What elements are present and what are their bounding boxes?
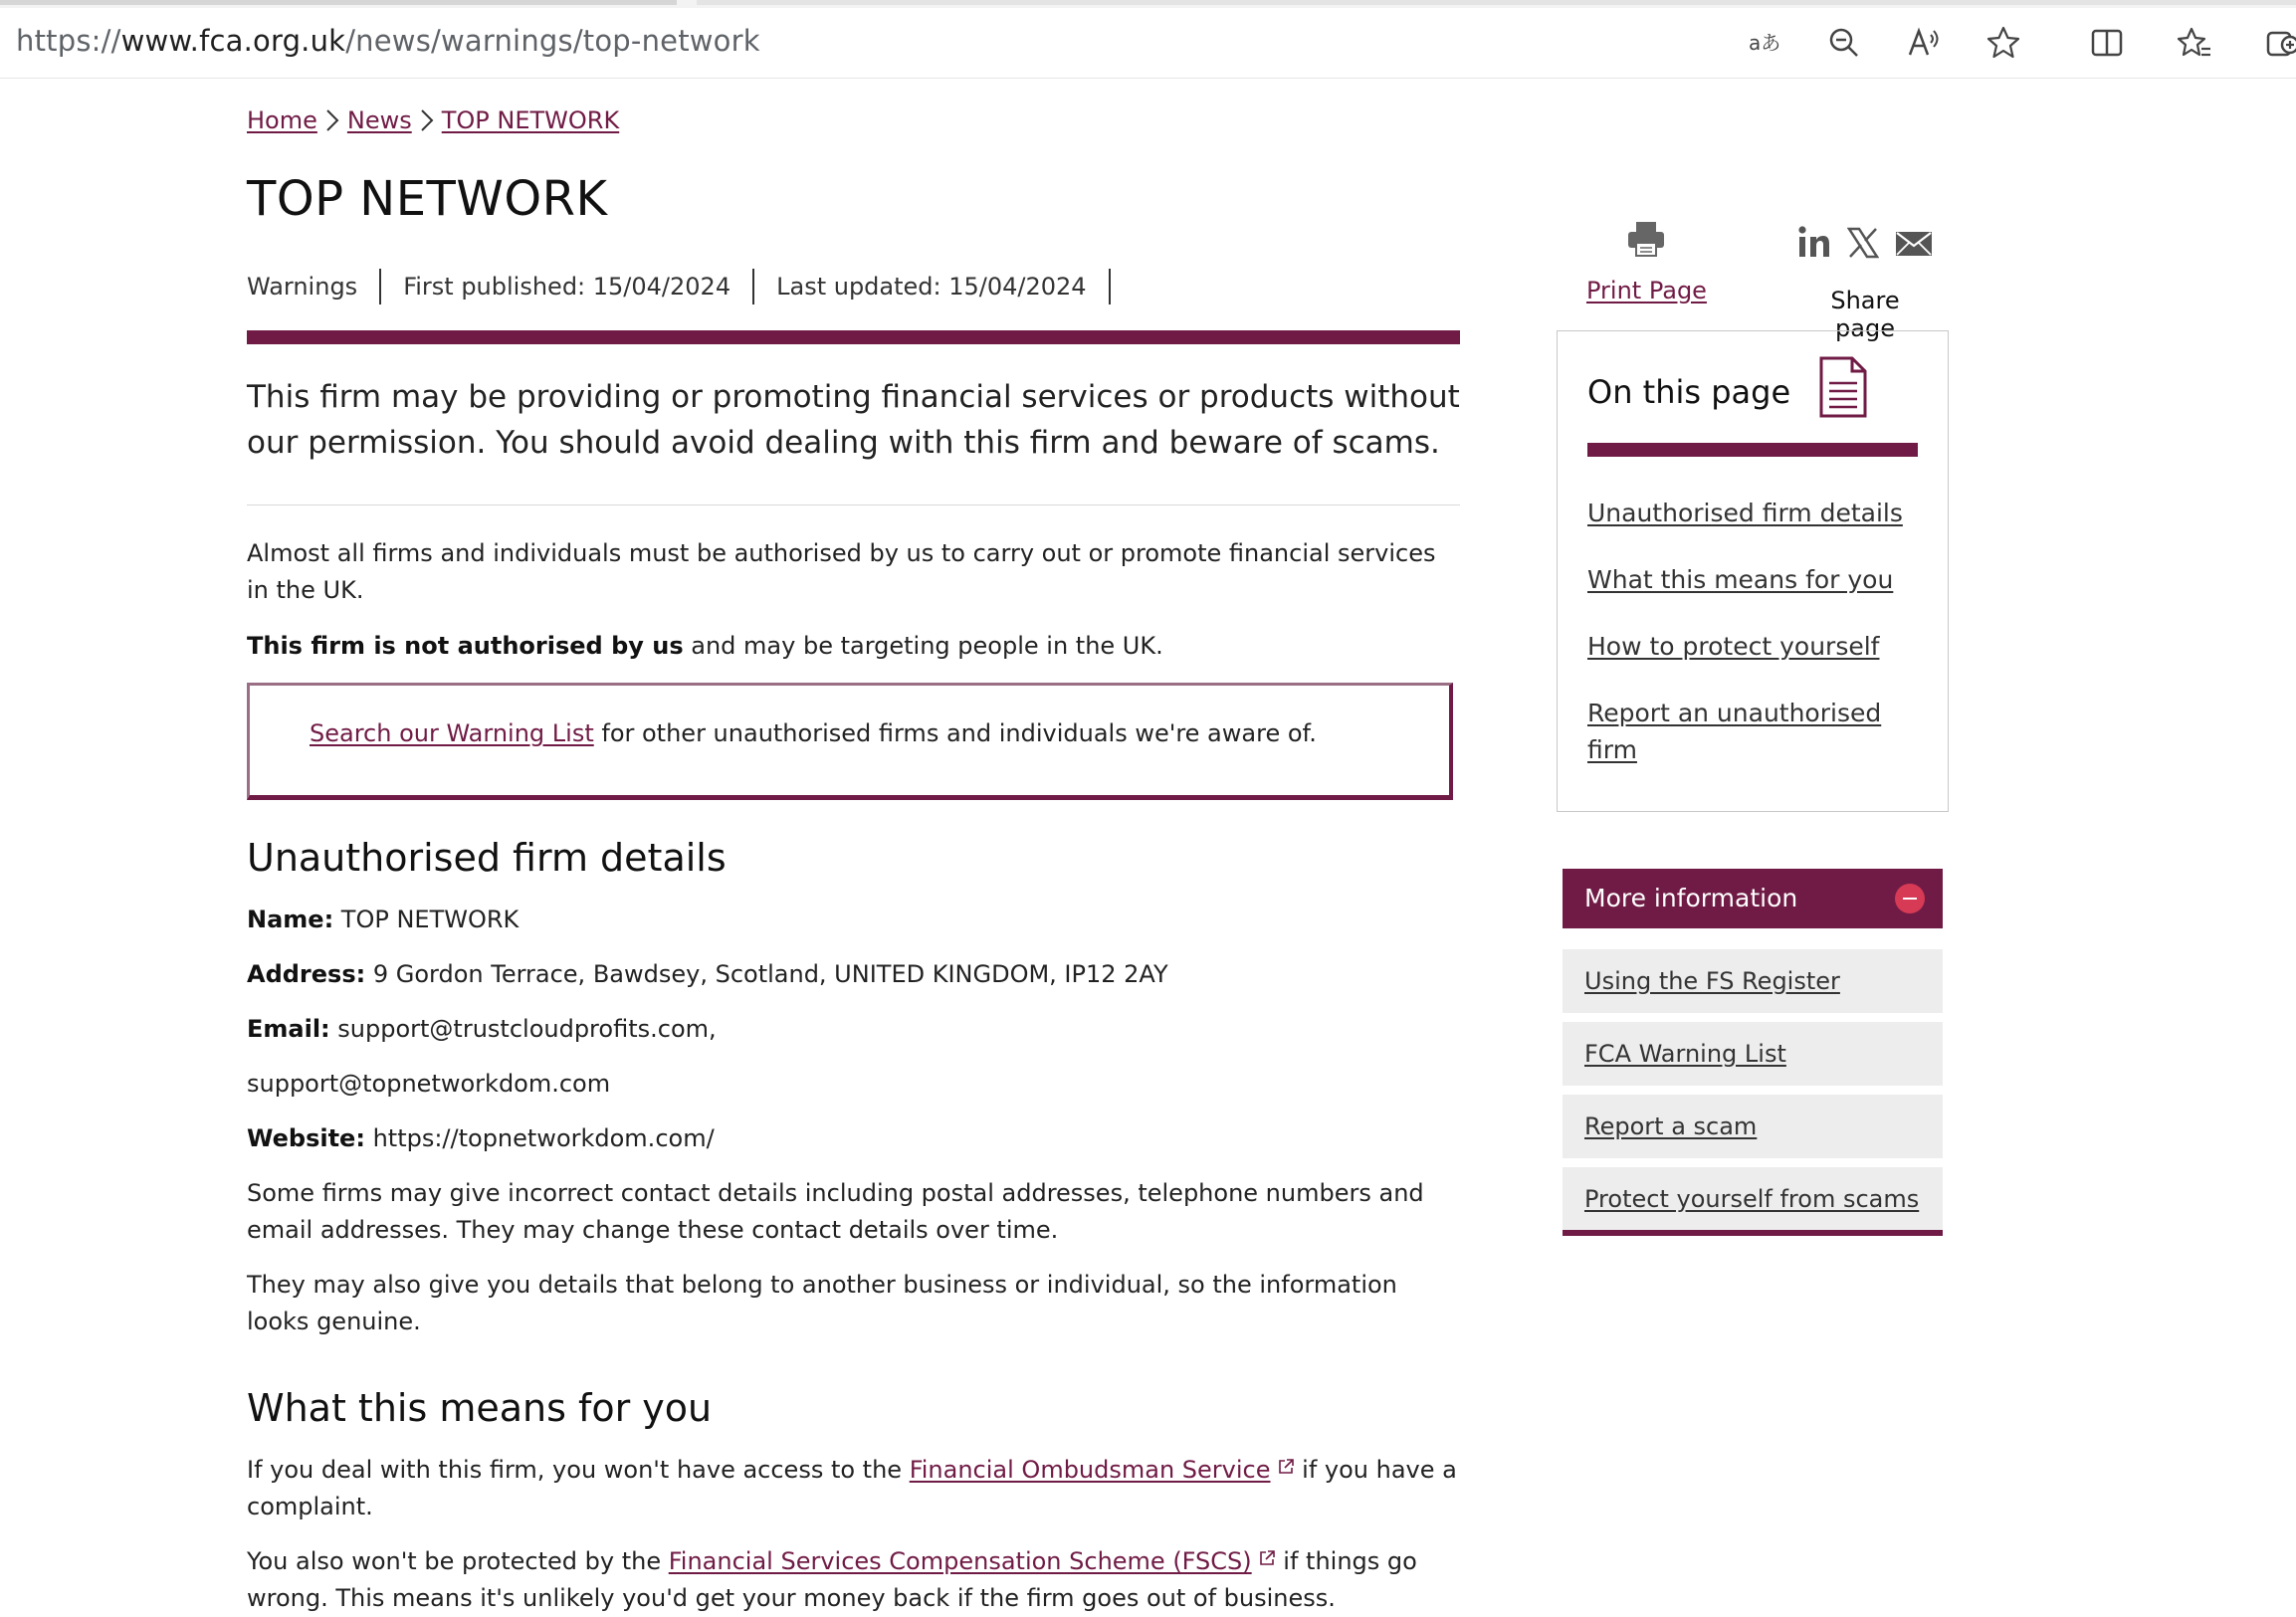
tab-strip-background [697, 0, 2296, 5]
on-this-page-divider [1587, 443, 1918, 457]
print-page[interactable] [1586, 219, 1707, 304]
x-twitter-icon[interactable] [1847, 225, 1879, 261]
protect-from-scams-link[interactable]: Protect yourself from scams [1584, 1185, 1920, 1213]
share-page-label: Share page [1830, 287, 1900, 342]
intro-paragraph: Almost all firms and individuals must be authorised by us to carry out or promote financial services in the UK. [247, 539, 1436, 604]
fs-register-link[interactable]: Using the FS Register [1584, 967, 1840, 995]
chevron-right-icon [321, 106, 343, 134]
not-authorised-rest: and may be targeting people in the UK. [683, 632, 1163, 660]
url-domain: www.fca.org.uk [120, 24, 346, 58]
favorite-star-icon[interactable] [1981, 20, 2026, 66]
external-link-icon [1277, 1458, 1295, 1476]
linkedin-icon[interactable] [1797, 225, 1831, 261]
printer-icon [1626, 219, 1666, 259]
lead-paragraph: This firm may be providing or promoting financial services or products without our permission. You should avoid dealing with this firm and beware of scams. [247, 379, 1460, 461]
warning-list-callout [247, 683, 1453, 800]
more-info-item[interactable] [1563, 1167, 1943, 1231]
more-info-item[interactable] [1563, 1095, 1943, 1158]
firm-name [247, 902, 1460, 938]
more-information-header[interactable] [1563, 869, 1943, 928]
browser-tab-strip [0, 0, 2296, 8]
more-info-bottom-bar [1563, 1230, 1943, 1236]
email-icon[interactable] [1895, 225, 1933, 261]
otp-link-protect-yourself[interactable]: How to protect yourself [1587, 632, 1880, 661]
favorites-icon[interactable] [2172, 20, 2217, 66]
url-text[interactable] [16, 24, 760, 58]
firm-address [247, 956, 1460, 993]
fscs-text-before: You also won't be protected by the [247, 1547, 669, 1575]
financial-ombudsman-link[interactable]: Financial Ombudsman Service [909, 1456, 1271, 1484]
address-bar[interactable] [0, 8, 2296, 79]
ombudsman-text-before: If you deal with this firm, you won't have access to the [247, 1456, 910, 1484]
genuine-looking-note: They may also give you details that belong to another business or individual, so the information looks genuine. [247, 1271, 1397, 1335]
page-meta [247, 269, 1111, 304]
section-heading-what-this-means: What this means for you [247, 1386, 713, 1430]
page-title: TOP NETWORK [247, 171, 608, 227]
read-aloud-icon[interactable] [1901, 20, 1947, 66]
external-link-icon [1258, 1549, 1276, 1567]
firm-email-label: Email: [247, 1015, 330, 1043]
otp-link-what-this-means[interactable]: What this means for you [1587, 565, 1894, 594]
not-authorised-bold: This firm is not authorised by us [247, 632, 684, 660]
url-path: /news/warnings/top-network [345, 24, 760, 58]
breadcrumb-home[interactable]: Home [247, 106, 317, 134]
warning-callout-text: for other unauthorised firms and individuals we're aware of. [593, 719, 1317, 747]
more-information-title: More information [1584, 884, 1798, 912]
on-this-page-panel [1557, 330, 1949, 812]
collections-icon[interactable] [2259, 20, 2296, 66]
meta-category: Warnings [247, 269, 381, 304]
more-info-item[interactable] [1563, 949, 1943, 1013]
meta-last-updated: Last updated: 15/04/2024 [754, 269, 1110, 304]
title-divider-bar [247, 330, 1460, 344]
otp-link-report-firm[interactable]: Report an unauthorised firm [1587, 699, 1882, 764]
translate-icon[interactable] [1742, 20, 1787, 66]
firm-name-value: TOP NETWORK [333, 906, 520, 933]
more-info-item[interactable] [1563, 1022, 1943, 1086]
breadcrumb-news[interactable]: News [346, 106, 412, 134]
firm-website-value: https://topnetworkdom.com/ [364, 1124, 715, 1152]
firm-address-label: Address: [247, 960, 366, 988]
firm-website-label: Website: [247, 1124, 365, 1152]
search-warning-list-link[interactable]: Search our Warning List [310, 719, 594, 747]
firm-email-2: support@topnetworkdom.com [247, 1070, 611, 1098]
active-tab-edge[interactable] [0, 0, 677, 5]
ombudsman-text-after: if you have a complaint. [247, 1456, 1457, 1520]
firm-name-label: Name: [247, 906, 334, 933]
firm-website [247, 1120, 1460, 1157]
print-page-link[interactable]: Print Page [1586, 277, 1707, 304]
contact-details-note: Some firms may give incorrect contact details including postal addresses, telephone numbers and email addresses. They may change these contact details over time. [247, 1179, 1424, 1244]
firm-email-value: support@trustcloudprofits.com, [329, 1015, 717, 1043]
report-scam-link[interactable]: Report a scam [1584, 1112, 1758, 1140]
not-authorised-paragraph [247, 628, 1460, 665]
split-screen-icon[interactable] [2084, 20, 2130, 66]
document-icon [1818, 355, 1868, 419]
section-heading-firm-details: Unauthorised firm details [247, 836, 727, 880]
chevron-right-icon [416, 106, 438, 134]
firm-email [247, 1011, 1460, 1048]
meta-first-published: First published: 15/04/2024 [381, 269, 754, 304]
breadcrumb [247, 106, 619, 134]
svg-text:aあ: aあ [1749, 31, 1781, 55]
collapse-icon[interactable] [1895, 884, 1925, 913]
fscs-paragraph [247, 1543, 1460, 1617]
url-scheme: https:// [16, 24, 121, 58]
fscs-link[interactable]: Financial Services Compensation Scheme (FSCS) [668, 1547, 1252, 1575]
breadcrumb-current[interactable]: TOP NETWORK [441, 106, 620, 134]
zoom-out-icon[interactable] [1821, 20, 1867, 66]
ombudsman-paragraph [247, 1452, 1460, 1525]
fca-warning-list-link[interactable]: FCA Warning List [1584, 1040, 1786, 1068]
share-page [1797, 221, 1933, 342]
fscs-text-after: if things go wrong. This means it's unlikely you'd get your money back if the firm goes out of business. [247, 1547, 1417, 1612]
firm-address-value: 9 Gordon Terrace, Bawdsey, Scotland, UNITED KINGDOM, IP12 2AY [365, 960, 1168, 988]
on-this-page-title: On this page [1587, 373, 1791, 411]
otp-link-firm-details[interactable]: Unauthorised firm details [1587, 499, 1903, 527]
